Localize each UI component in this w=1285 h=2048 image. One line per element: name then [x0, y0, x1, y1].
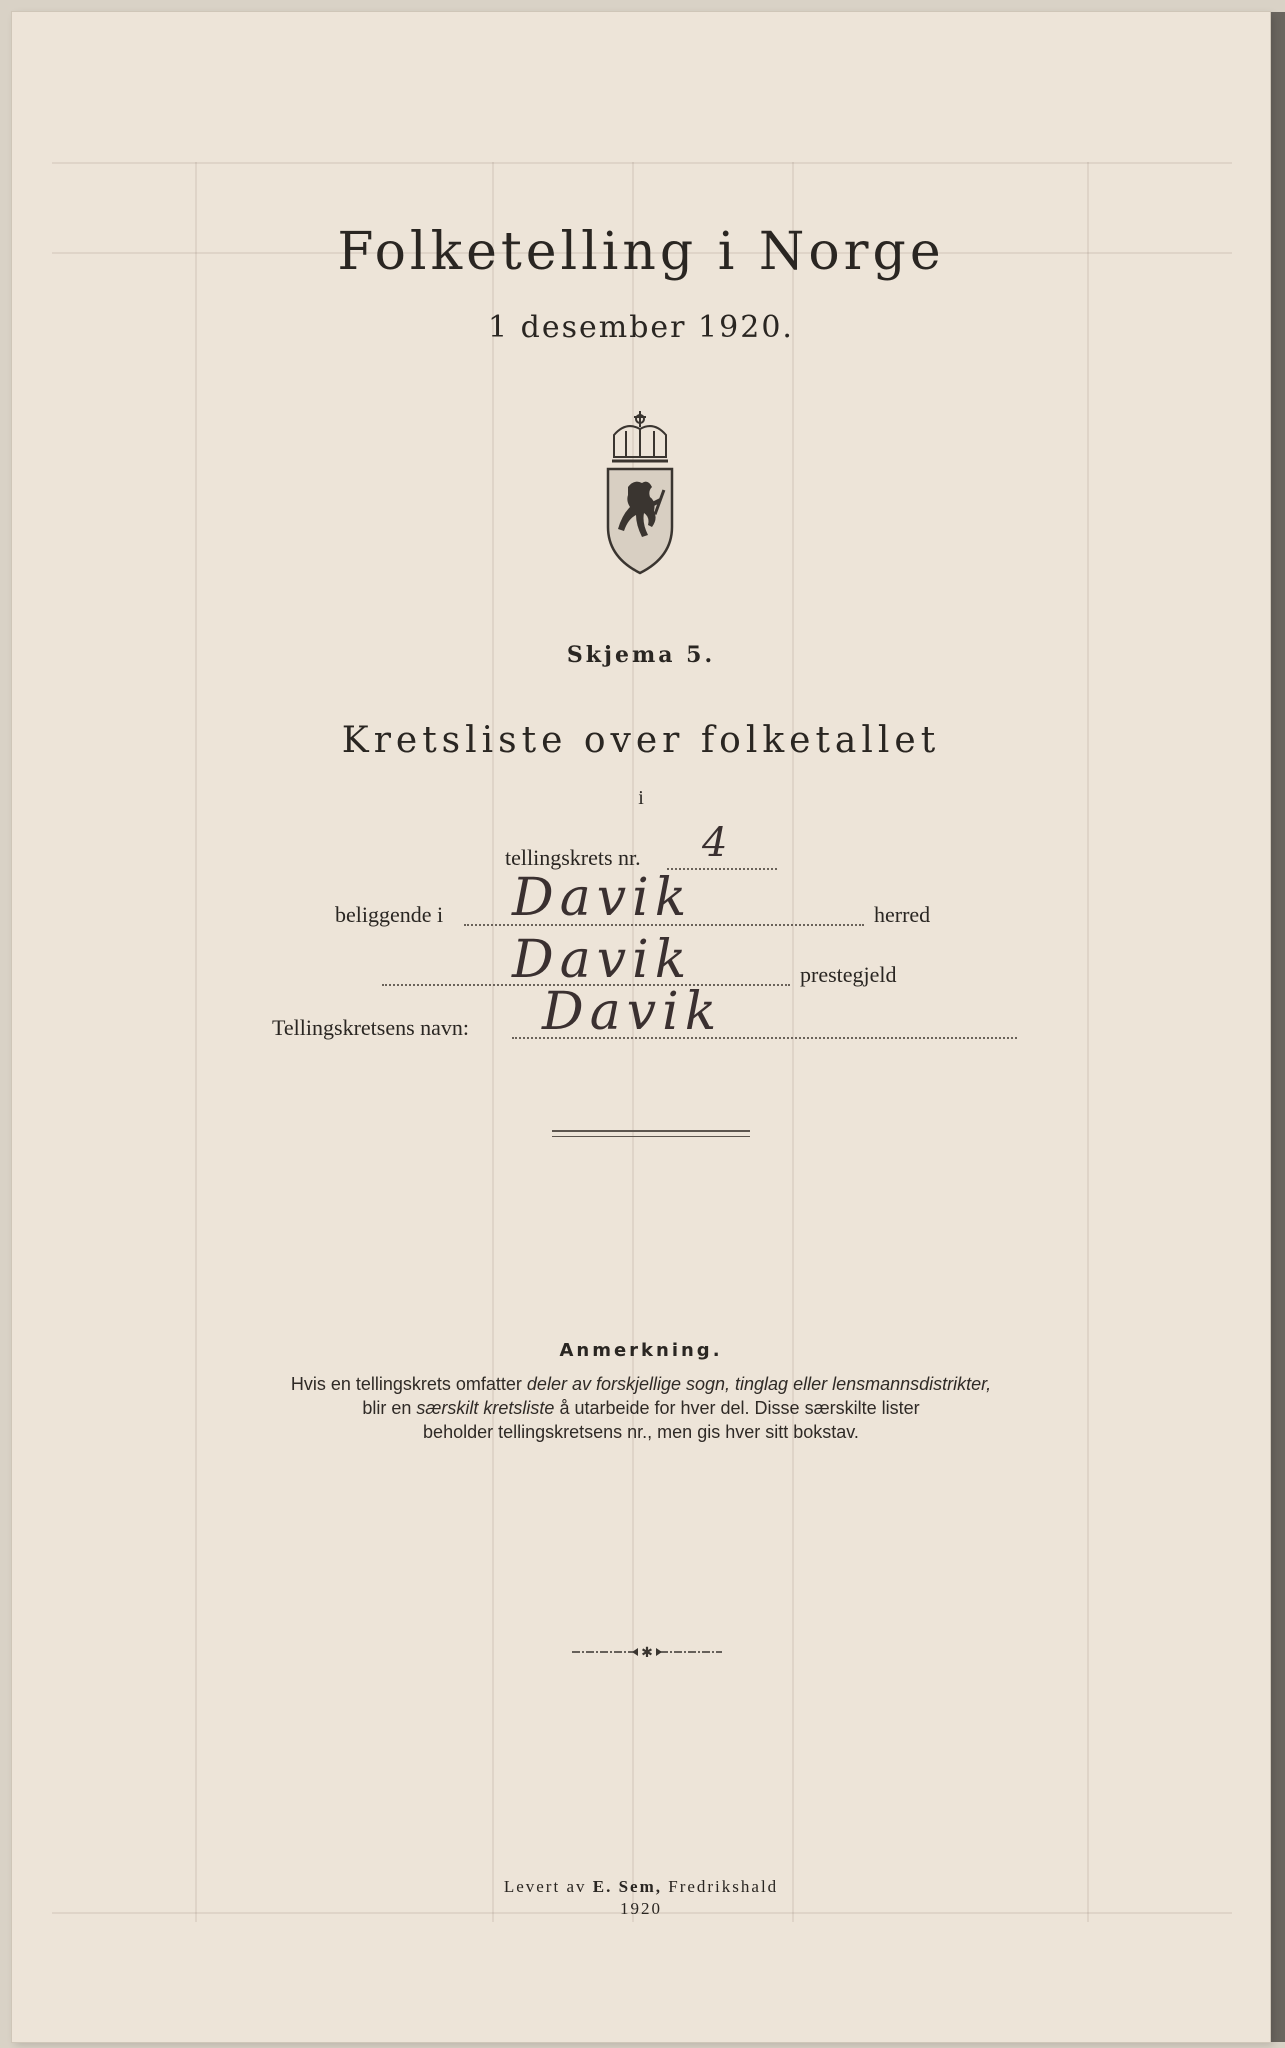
prestegjeld-value: Davik — [512, 930, 693, 990]
census-form-page — [12, 12, 1270, 2042]
remark-line-3: beholder tellingskretsens nr., men gis hver sitt bokstav. — [423, 1422, 859, 1442]
krets-label: tellingskrets nr. — [505, 845, 641, 870]
bleed-through-rule — [492, 162, 494, 1922]
census-date: 1 desember 1920. — [488, 310, 794, 345]
svg-text:✱: ✱ — [641, 1645, 653, 1661]
page-edge — [1270, 12, 1285, 2042]
remark-title: Anmerkning. — [559, 1340, 723, 1361]
remark-line-1: Hvis en tellingskrets omfatter deler av forskjellige sogn, tinglag eller lensmannsdistrikter, — [290, 1374, 992, 1394]
printer-imprint — [12, 1876, 1270, 1920]
norwegian-coat-of-arms-icon — [598, 407, 682, 577]
ornament-divider-icon — [572, 1642, 722, 1662]
bleed-through-rule — [52, 162, 1232, 164]
form-heading: Kretsliste over folketallet — [341, 720, 941, 761]
divider-rule — [552, 1136, 750, 1137]
bleed-through-rule — [195, 162, 197, 1922]
schema-number: Skjema 5. — [566, 642, 716, 668]
beliggende-label: beliggende i — [335, 902, 444, 927]
bleed-through-rule — [1087, 162, 1089, 1922]
prestegjeld-label: prestegjeld — [800, 962, 897, 987]
navn-value: Davik — [542, 982, 723, 1042]
bleed-through-rule — [792, 162, 794, 1922]
divider-rule — [552, 1130, 750, 1132]
navn-label: Tellingskretsens navn: — [272, 1015, 470, 1040]
remark-line-2: blir en særskilt kretsliste å utarbeide for hver del. Disse særskilte lister — [362, 1398, 920, 1418]
beliggende-value: Davik — [512, 868, 693, 928]
herred-label: herred — [874, 902, 931, 927]
krets-value: 4 — [702, 820, 734, 866]
connector-word: i — [638, 787, 644, 809]
printer-year: 1920 — [620, 1899, 662, 1918]
printer-line: Levert av E. Sem, Fredrikshald — [503, 1877, 779, 1896]
document-title: Folketelling i Norge — [337, 222, 945, 282]
